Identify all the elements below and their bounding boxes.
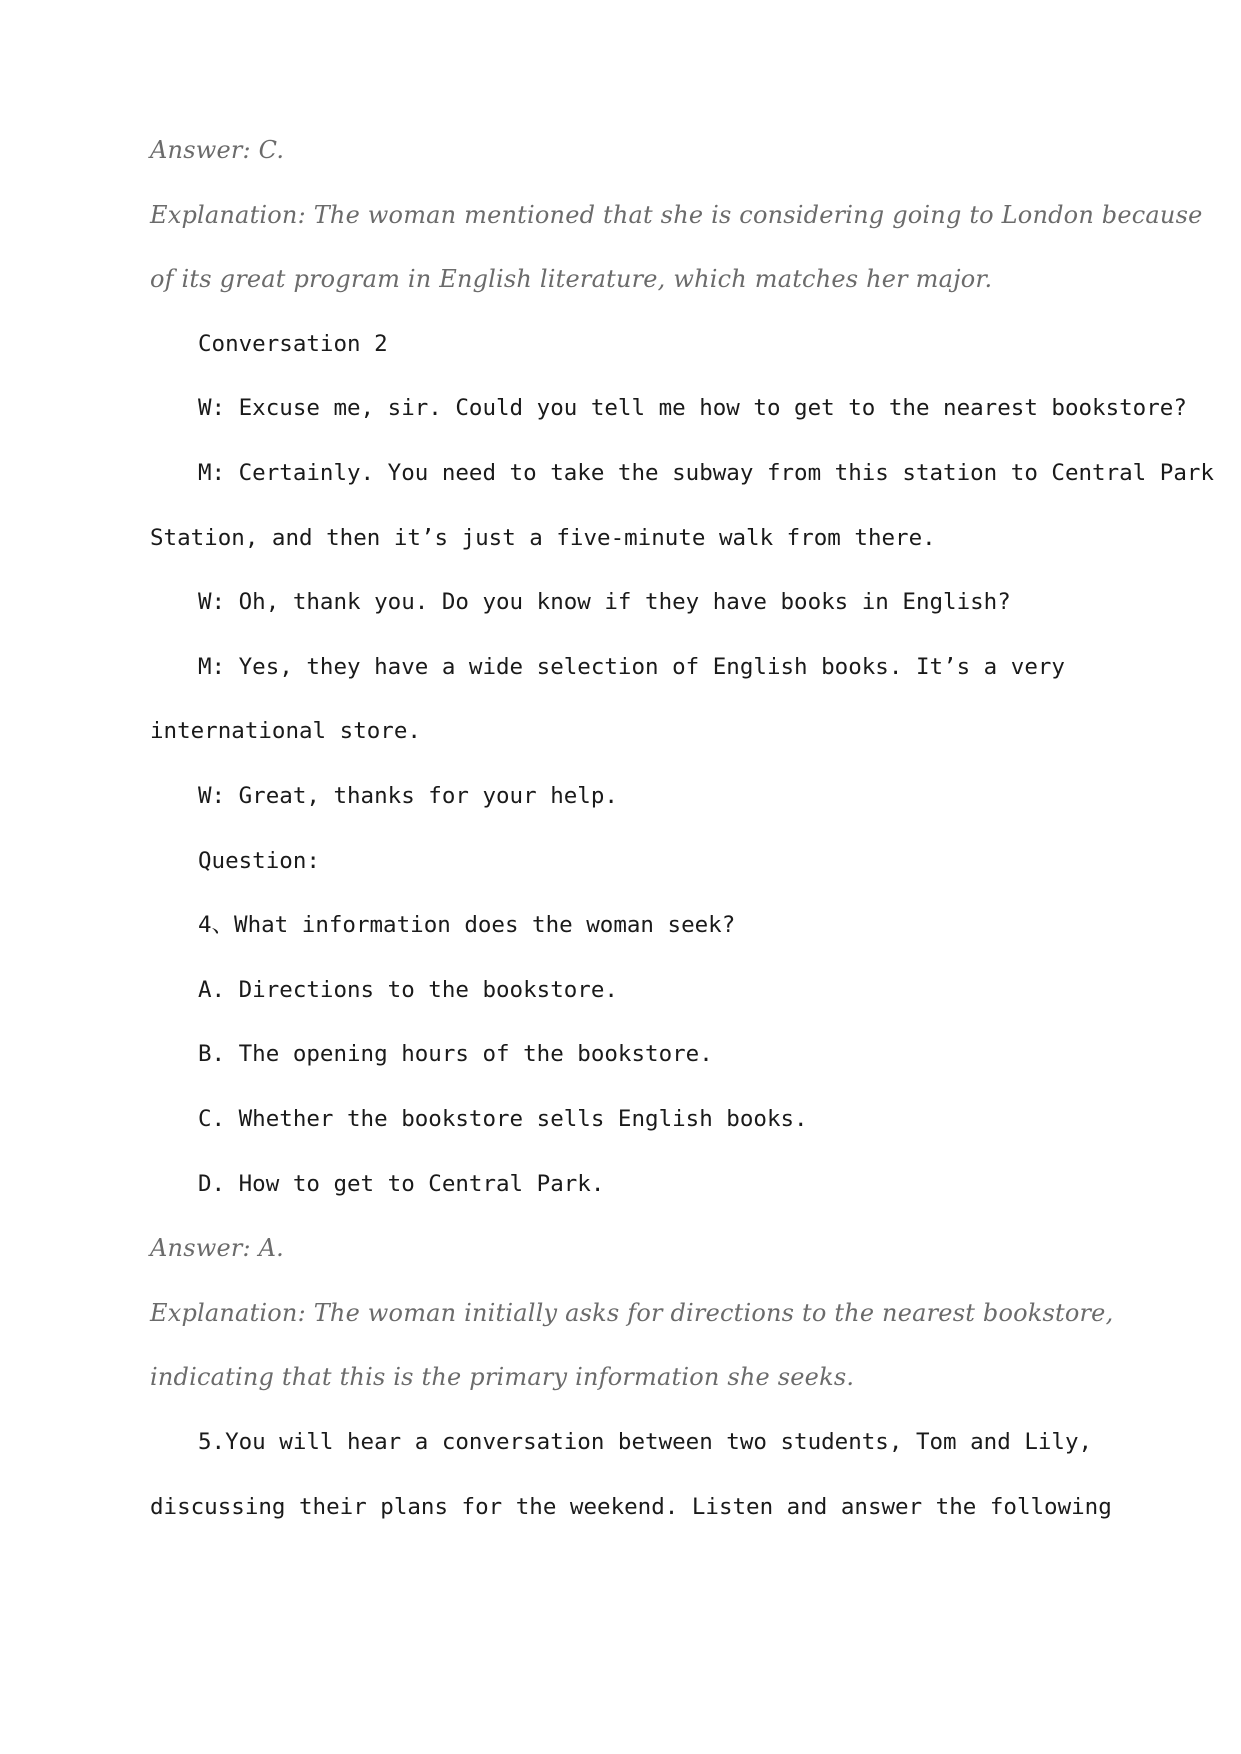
answer-note-line: Answer: A. — [150, 1234, 284, 1263]
text-line: C. Whether the bookstore sells English books. — [198, 1106, 808, 1132]
text-line: M: Certainly. You need to take the subway from this station to Central Park — [198, 460, 1214, 486]
text-line: 5.You will hear a conversation between two students, Tom and Lily, — [198, 1429, 1093, 1455]
answer-note-line: Explanation: The woman mentioned that she is considering going to London because — [150, 200, 1203, 229]
text-line: discussing their plans for the weekend. Listen and answer the following — [150, 1493, 1112, 1520]
text-line: W: Great, thanks for your help. — [198, 783, 618, 809]
answer-note-line: indicating that this is the primary information she seeks. — [150, 1363, 855, 1392]
text-line: W: Excuse me, sir. Could you tell me how to get to the nearest bookstore? — [198, 395, 1187, 422]
text-line: W: Oh, thank you. Do you know if they have books in English? — [198, 589, 1011, 616]
text-line: international store. — [150, 718, 421, 745]
text-line: A. Directions to the bookstore. — [198, 976, 618, 1003]
answer-note-line: Explanation: The woman initially asks for directions to the nearest bookstore, — [150, 1298, 1114, 1327]
text-line: Conversation 2 — [198, 330, 388, 357]
answer-note-line: Answer: C. — [150, 136, 285, 164]
text-line: 4、What information does the woman seek? — [198, 912, 736, 939]
text-line: Question: — [198, 847, 320, 874]
text-line: Station, and then it’s just a five-minute walk from there. — [150, 524, 936, 551]
answer-note-line: of its great program in English literature, which matches her major. — [150, 265, 993, 294]
text-line: M: Yes, they have a wide selection of English books. It’s a very — [198, 653, 1065, 680]
text-line: D. How to get to Central Park. — [198, 1170, 605, 1197]
text-line: B. The opening hours of the bookstore. — [198, 1041, 713, 1068]
